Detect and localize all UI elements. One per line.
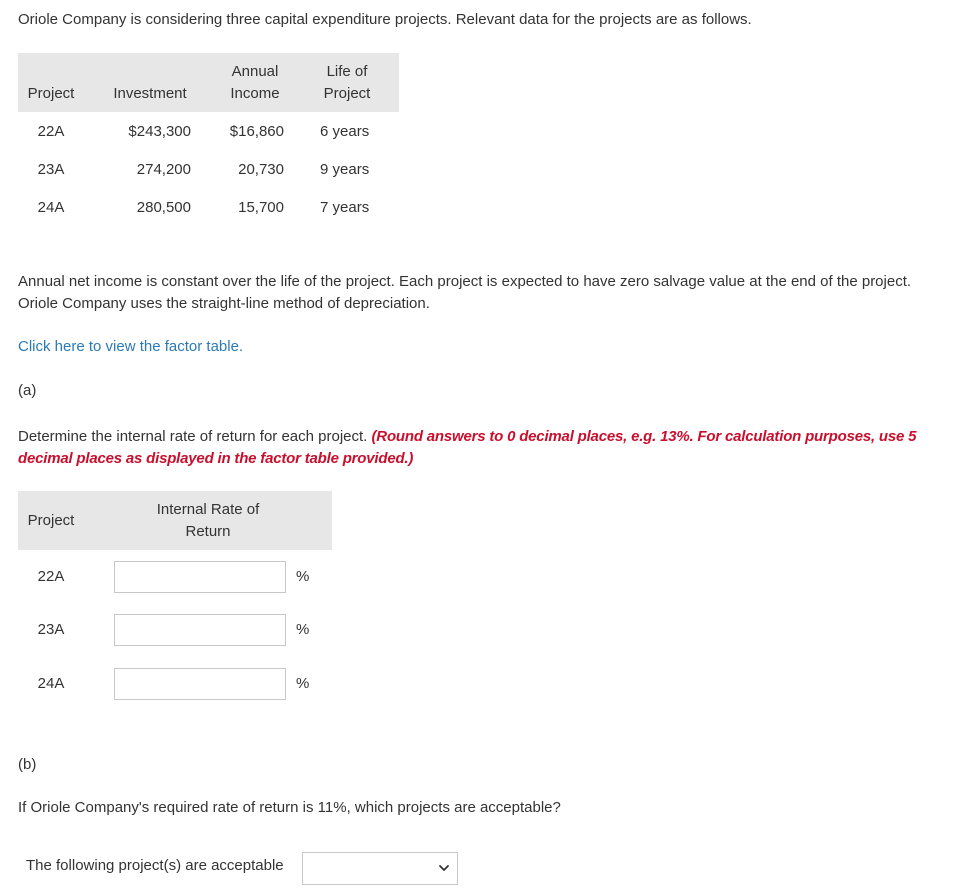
assumption-line-2: Oriole Company uses the straight-line method of depreciation.	[18, 295, 430, 312]
cell-investment: $243,300	[128, 123, 191, 140]
table-row	[18, 188, 399, 226]
factor-table-link[interactable]: Click here to view the factor table.	[18, 338, 244, 355]
irr-header-project: Project	[27, 512, 75, 529]
chevron-down-icon	[438, 860, 450, 876]
cell-life: 9 years	[320, 161, 370, 178]
cell-life: 6 years	[320, 123, 370, 140]
table-row	[18, 150, 399, 188]
cell-investment: 274,200	[136, 161, 191, 178]
irr-input-24a[interactable]	[114, 668, 286, 700]
cell-investment: 280,500	[136, 199, 191, 216]
header-life-of: Life of	[326, 63, 368, 80]
assumptions-paragraph	[18, 271, 948, 315]
header-income: Income	[230, 85, 280, 102]
intro-text: Oriole Company is considering three capital expenditure projects. Relevant data for the projects are as follows.	[18, 11, 752, 28]
header-annual: Annual	[231, 63, 279, 80]
instruction-text: Determine the internal rate of return for each project.	[18, 428, 368, 445]
acceptable-projects-label: The following project(s) are acceptable	[26, 857, 284, 874]
cell-project: 24A	[37, 199, 65, 216]
percent-unit: %	[296, 568, 310, 585]
project-data-table	[18, 53, 399, 226]
cell-life: 7 years	[320, 199, 370, 216]
header-life-project: Project	[323, 85, 371, 102]
assumption-line-1: Annual net income is constant over the life of the project. Each project is expected to have zero salvage value at the end of the project.	[18, 273, 912, 290]
irr-table-header	[18, 491, 332, 550]
cell-income: 15,700	[238, 199, 284, 216]
part-a-label: (a)	[18, 382, 37, 399]
table-header	[18, 53, 399, 112]
part-a-instruction	[18, 426, 953, 470]
cell-income: 20,730	[238, 161, 284, 178]
percent-unit: %	[296, 675, 310, 692]
irr-row-project: 23A	[37, 621, 65, 638]
cell-project: 22A	[37, 123, 65, 140]
instruction-note: (Round answers to 0 decimal places, e.g. 13%. For calculation purposes, use 5 decimal places as displayed in the factor table provided.)	[18, 428, 917, 467]
percent-unit: %	[296, 621, 310, 638]
part-b-label: (b)	[18, 756, 37, 773]
irr-header-line-1: Internal Rate of	[156, 501, 260, 518]
irr-input-23a[interactable]	[114, 614, 286, 646]
acceptable-projects-select[interactable]	[302, 852, 458, 885]
irr-row-project: 22A	[37, 568, 65, 585]
irr-input-22a[interactable]	[114, 561, 286, 593]
header-investment: Investment	[113, 85, 187, 102]
irr-row-project: 24A	[37, 675, 65, 692]
part-b-question: If Oriole Company's required rate of return is 11%, which projects are acceptable?	[18, 799, 561, 816]
header-project: Project	[27, 85, 75, 102]
cell-project: 23A	[37, 161, 65, 178]
table-row	[18, 112, 399, 150]
irr-header-line-2: Return	[185, 523, 231, 540]
cell-income: $16,860	[229, 123, 284, 140]
